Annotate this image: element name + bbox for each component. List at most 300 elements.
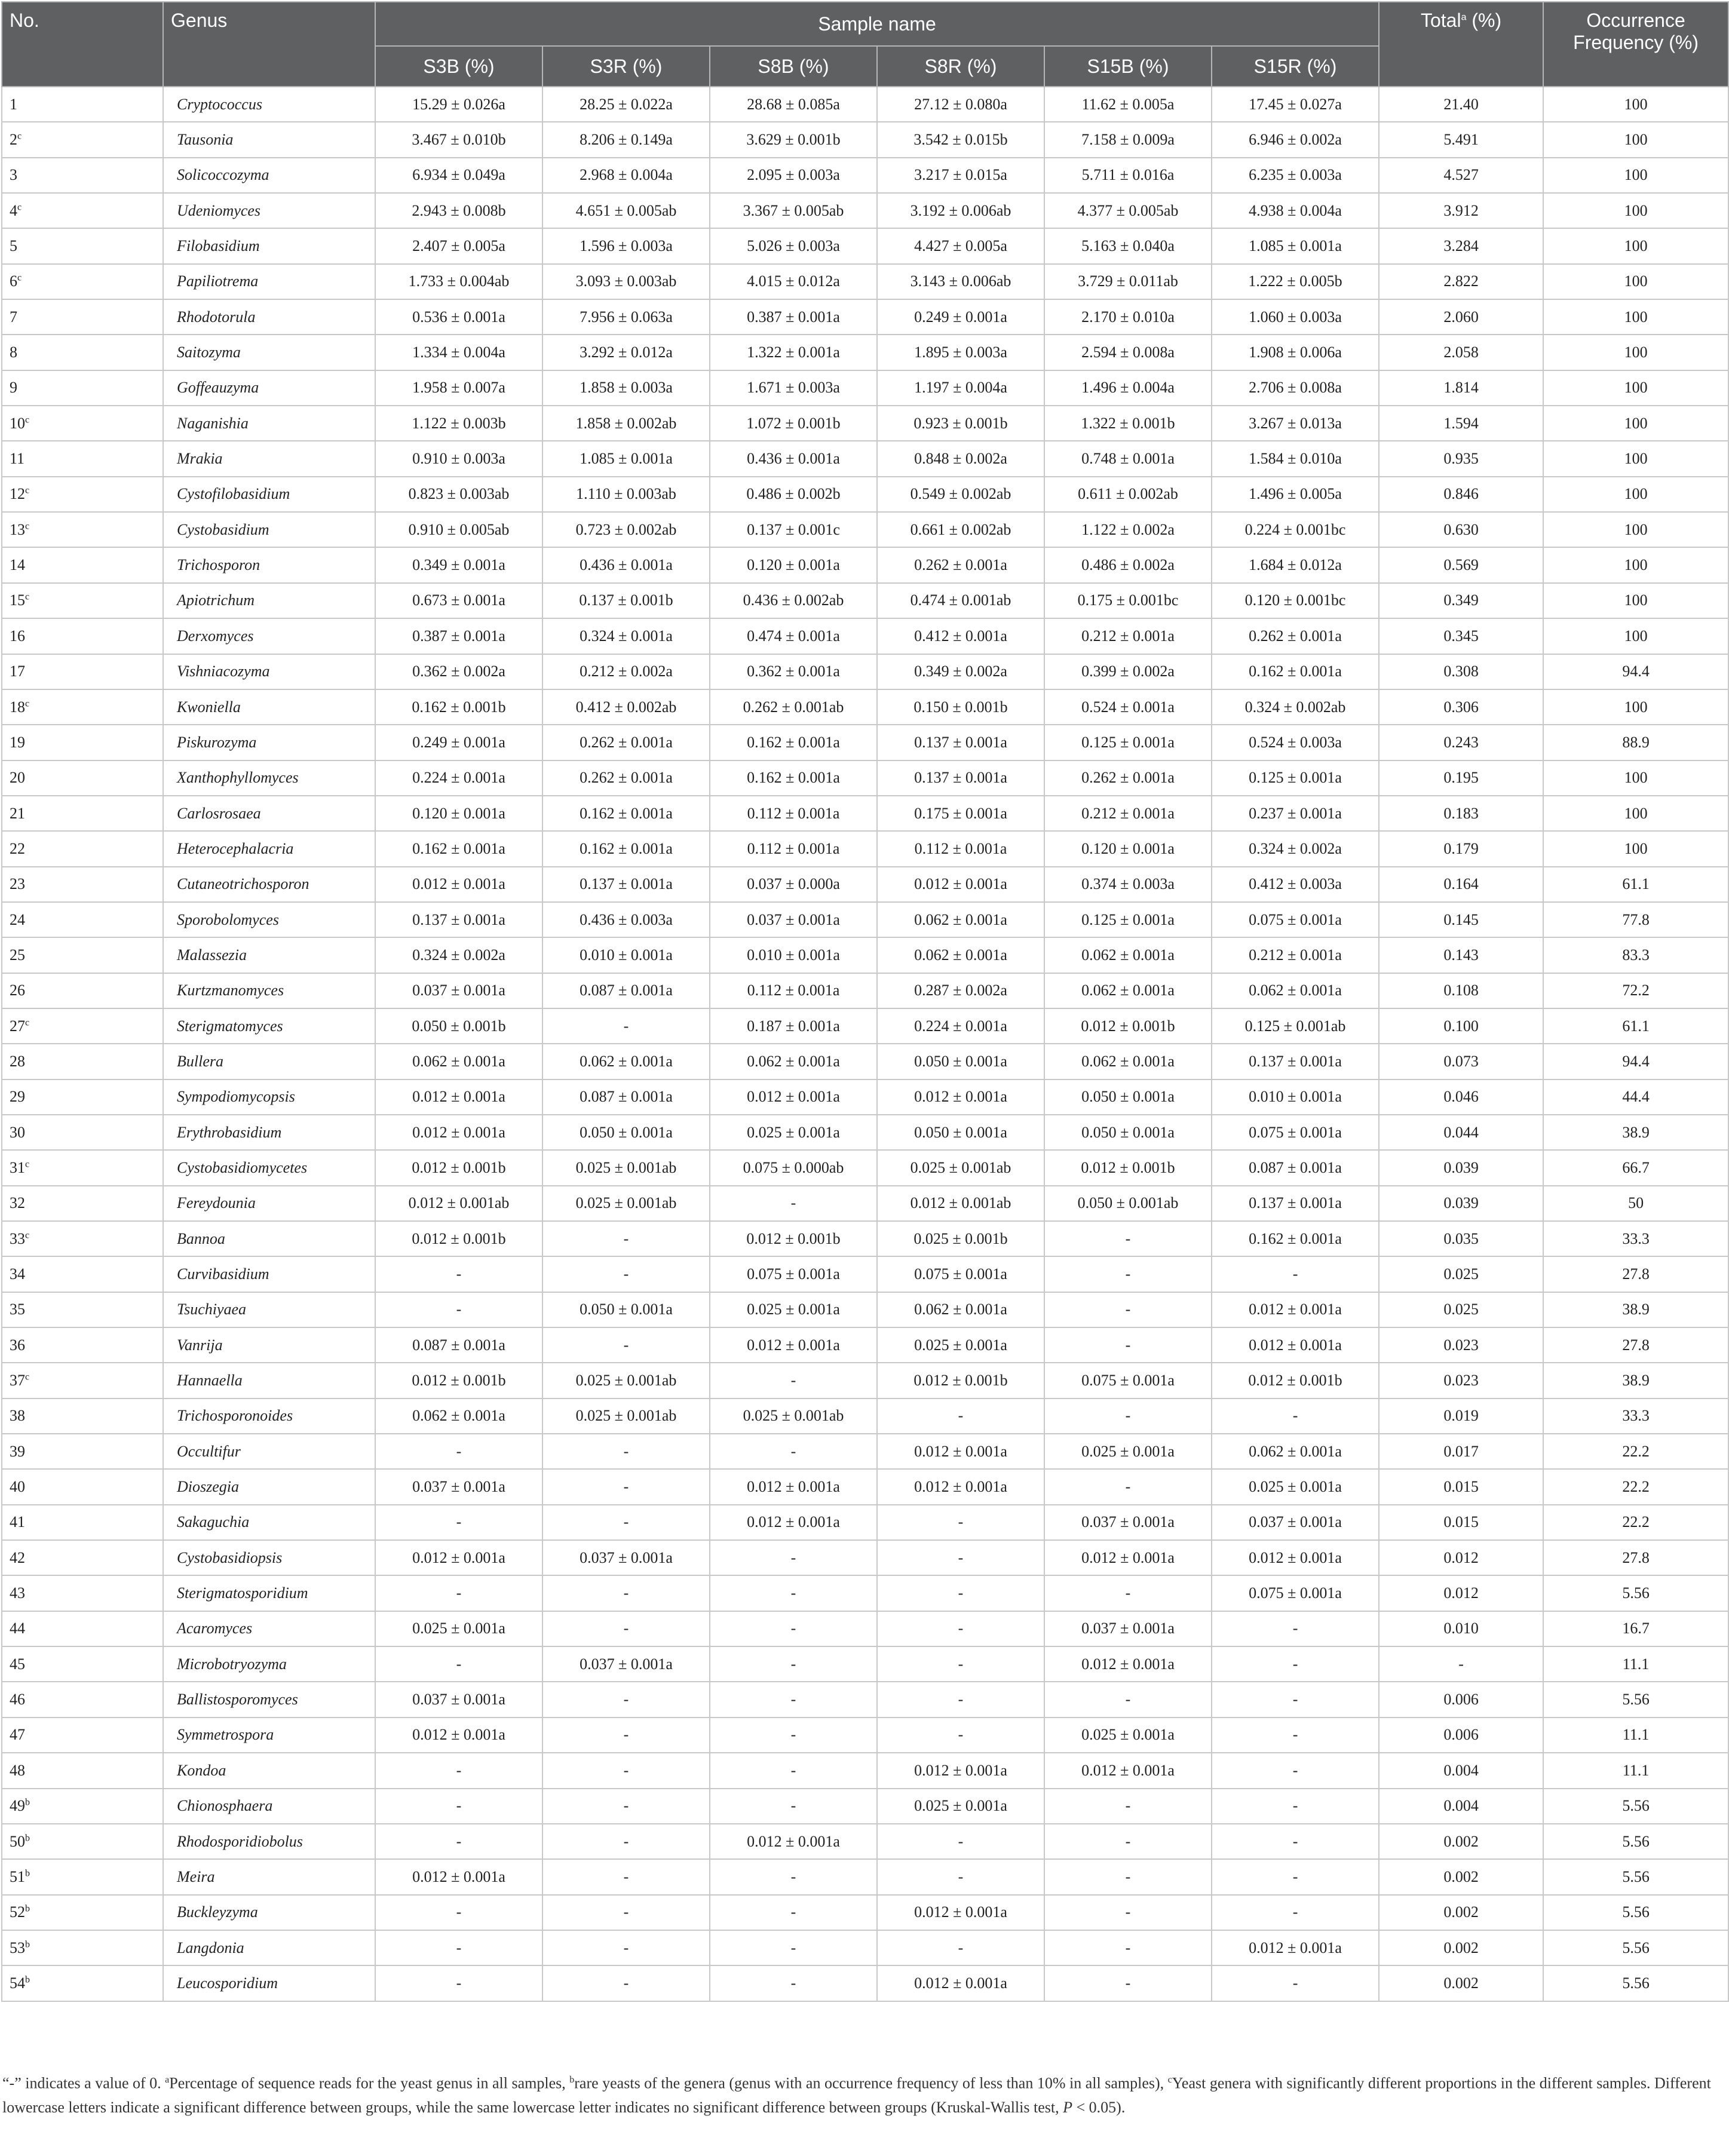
cell-sample-value: 0.262 ± 0.001a [1212, 618, 1379, 654]
cell-total: 2.060 [1379, 299, 1543, 335]
row-number: 40 [10, 1478, 25, 1496]
row-number: 15 [10, 591, 25, 609]
cell-sample-value: 3.292 ± 0.012a [542, 335, 710, 370]
cell-occurrence-frequency: 100 [1543, 689, 1728, 725]
cell-total: 0.023 [1379, 1327, 1543, 1363]
cell-sample-value: 7.158 ± 0.009a [1044, 122, 1212, 157]
cell-sample-value: - [1044, 1859, 1212, 1894]
cell-sample-value: 0.037 ± 0.001a [375, 1682, 542, 1717]
cell-sample-value: 0.137 ± 0.001c [710, 512, 877, 547]
cell-no [2, 1292, 163, 1327]
cell-sample-value: 0.012 ± 0.001a [1044, 1646, 1212, 1682]
cell-sample-value: - [542, 1469, 710, 1504]
cell-genus: Erythrobasidium [163, 1115, 375, 1150]
cell-occurrence-frequency: 5.56 [1543, 1895, 1728, 1930]
header-total-unit: (%) [1466, 10, 1502, 31]
cell-total: 0.846 [1379, 477, 1543, 512]
cell-total: 4.527 [1379, 158, 1543, 193]
table-row [2, 299, 1728, 335]
header-genus: Genus [163, 2, 375, 87]
cell-sample-value: 0.120 ± 0.001a [1044, 831, 1212, 866]
cell-sample-value: 0.262 ± 0.001a [1044, 760, 1212, 796]
cell-occurrence-frequency: 100 [1543, 406, 1728, 441]
cell-sample-value: 28.25 ± 0.022a [542, 87, 710, 122]
cell-sample-value: 0.112 ± 0.001a [710, 973, 877, 1008]
cell-sample-value: 1.908 ± 0.006a [1212, 335, 1379, 370]
cell-sample-value: 0.087 ± 0.001a [375, 1327, 542, 1363]
cell-total: 0.012 [1379, 1540, 1543, 1575]
cell-occurrence-frequency: 100 [1543, 87, 1728, 122]
cell-sample-value: 0.524 ± 0.001a [1044, 689, 1212, 725]
cell-total: 0.010 [1379, 1611, 1543, 1646]
cell-sample-value: 0.212 ± 0.002a [542, 654, 710, 689]
table-row [2, 1186, 1728, 1221]
cell-sample-value: 0.012 ± 0.001b [1044, 1008, 1212, 1044]
cell-sample-value: - [1212, 1611, 1379, 1646]
row-number: 29 [10, 1088, 25, 1106]
cell-sample-value: 0.012 ± 0.001a [710, 1079, 877, 1115]
cell-sample-value: - [542, 1682, 710, 1717]
cell-sample-value: - [542, 1434, 710, 1469]
cell-total: - [1379, 1646, 1543, 1682]
cell-sample-value: - [375, 1965, 542, 2001]
cell-occurrence-frequency: 5.56 [1543, 1930, 1728, 1965]
cell-sample-value: 0.025 ± 0.001a [1044, 1718, 1212, 1753]
cell-sample-value: 0.025 ± 0.001ab [877, 1150, 1044, 1185]
table-row [2, 1824, 1728, 1859]
footnote-sup: b [569, 2075, 575, 2085]
cell-no [2, 441, 163, 476]
cell-sample-value: 0.037 ± 0.001a [542, 1646, 710, 1682]
cell-sample-value: 0.012 ± 0.001b [375, 1221, 542, 1256]
cell-no [2, 1682, 163, 1717]
cell-sample-value: - [1212, 1753, 1379, 1788]
cell-total: 0.164 [1379, 867, 1543, 902]
cell-sample-value: 6.934 ± 0.049a [375, 158, 542, 193]
cell-sample-value: - [710, 1611, 877, 1646]
cell-total: 3.284 [1379, 228, 1543, 263]
cell-sample-value: 0.412 ± 0.002ab [542, 689, 710, 725]
row-number: 3 [10, 166, 17, 184]
cell-sample-value: - [375, 1505, 542, 1540]
cell-sample-value: - [1044, 1469, 1212, 1504]
cell-sample-value: - [542, 1327, 710, 1363]
row-number: 30 [10, 1123, 25, 1141]
cell-sample-value: 0.848 ± 0.002a [877, 441, 1044, 476]
cell-no [2, 1540, 163, 1575]
cell-no [2, 264, 163, 299]
row-number-sup: c [25, 1017, 30, 1028]
cell-occurrence-frequency: 100 [1543, 831, 1728, 866]
cell-sample-value: 0.025 ± 0.001a [877, 1327, 1044, 1363]
cell-sample-value: - [710, 1859, 877, 1894]
cell-sample-value: 0.087 ± 0.001a [542, 973, 710, 1008]
cell-sample-value: - [877, 1859, 1044, 1894]
table-row [2, 370, 1728, 406]
cell-sample-value: 0.025 ± 0.001ab [542, 1150, 710, 1185]
cell-no [2, 1895, 163, 1930]
cell-sample-value: 0.012 ± 0.001a [877, 1079, 1044, 1115]
cell-sample-value: - [542, 1221, 710, 1256]
cell-sample-value: 0.025 ± 0.001a [710, 1115, 877, 1150]
cell-no [2, 760, 163, 796]
cell-sample-value: 0.399 ± 0.002a [1044, 654, 1212, 689]
cell-sample-value: 0.387 ± 0.001a [375, 618, 542, 654]
cell-sample-value: - [375, 1753, 542, 1788]
row-number: 4 [10, 201, 17, 219]
cell-sample-value: 0.362 ± 0.001a [710, 654, 877, 689]
cell-sample-value: 0.673 ± 0.001a [375, 583, 542, 618]
cell-sample-value: 0.162 ± 0.001a [375, 831, 542, 866]
table-row [2, 512, 1728, 547]
cell-genus: Derxomyces [163, 618, 375, 654]
cell-no [2, 87, 163, 122]
cell-occurrence-frequency: 77.8 [1543, 902, 1728, 937]
row-number: 47 [10, 1726, 25, 1744]
cell-sample-value: 2.968 ± 0.004a [542, 158, 710, 193]
cell-sample-value: 0.436 ± 0.001a [710, 441, 877, 476]
table-row [2, 1859, 1728, 1894]
cell-sample-value: 0.075 ± 0.001a [1212, 1575, 1379, 1611]
cell-total: 0.145 [1379, 902, 1543, 937]
table-row [2, 1327, 1728, 1363]
cell-sample-value: 0.137 ± 0.001a [877, 725, 1044, 760]
cell-sample-value: 3.143 ± 0.006ab [877, 264, 1044, 299]
cell-sample-value: 0.287 ± 0.002a [877, 973, 1044, 1008]
cell-sample-value: - [1212, 1682, 1379, 1717]
table-row [2, 264, 1728, 299]
cell-total: 0.630 [1379, 512, 1543, 547]
cell-sample-value: 1.958 ± 0.007a [375, 370, 542, 406]
cell-no [2, 689, 163, 725]
cell-sample-value: 0.387 ± 0.001a [710, 299, 877, 335]
row-number-sup: c [17, 202, 22, 213]
cell-sample-value: 0.012 ± 0.001a [375, 867, 542, 902]
footnote-sup: c [1167, 2075, 1172, 2085]
cell-sample-value: 0.112 ± 0.001a [710, 796, 877, 831]
yeast-genera-table [1, 1, 1729, 2002]
table-row [2, 1505, 1728, 1540]
cell-sample-value: 3.729 ± 0.011ab [1044, 264, 1212, 299]
cell-sample-value: - [877, 1718, 1044, 1753]
cell-genus: Udeniomyces [163, 193, 375, 228]
cell-sample-value: 0.112 ± 0.001a [877, 831, 1044, 866]
cell-sample-value: 3.093 ± 0.003ab [542, 264, 710, 299]
cell-sample-value: - [375, 1895, 542, 1930]
table-row [2, 1008, 1728, 1044]
cell-genus: Fereydounia [163, 1186, 375, 1221]
cell-sample-value: 0.012 ± 0.001a [877, 1753, 1044, 1788]
cell-sample-value: 27.12 ± 0.080a [877, 87, 1044, 122]
cell-genus: Sakaguchia [163, 1505, 375, 1540]
cell-total: 0.308 [1379, 654, 1543, 689]
cell-genus: Bannoa [163, 1221, 375, 1256]
cell-sample-value: 0.062 ± 0.001a [375, 1044, 542, 1079]
cell-sample-value: - [542, 1824, 710, 1859]
cell-sample-value: 5.711 ± 0.016a [1044, 158, 1212, 193]
cell-no [2, 228, 163, 263]
cell-occurrence-frequency: 61.1 [1543, 1008, 1728, 1044]
row-number: 2 [10, 131, 17, 149]
header-no: No. [2, 2, 163, 87]
cell-sample-value: 0.075 ± 0.001a [877, 1256, 1044, 1292]
cell-sample-value: 0.012 ± 0.001a [1212, 1930, 1379, 1965]
cell-occurrence-frequency: 44.4 [1543, 1079, 1728, 1115]
cell-sample-value: - [710, 1575, 877, 1611]
cell-sample-value: - [710, 1789, 877, 1824]
cell-sample-value: 0.025 ± 0.001a [1044, 1434, 1212, 1469]
cell-sample-value: 0.162 ± 0.001a [542, 831, 710, 866]
row-number: 34 [10, 1265, 25, 1283]
cell-sample-value: 1.496 ± 0.005a [1212, 477, 1379, 512]
row-number: 51 [10, 1867, 25, 1885]
row-number-sup: b [25, 1868, 30, 1879]
cell-sample-value: - [710, 1930, 877, 1965]
cell-sample-value: 1.222 ± 0.005b [1212, 264, 1379, 299]
cell-sample-value: 0.012 ± 0.001a [375, 1718, 542, 1753]
table-row [2, 193, 1728, 228]
cell-total: 0.002 [1379, 1965, 1543, 2001]
cell-sample-value: 1.671 ± 0.003a [710, 370, 877, 406]
cell-occurrence-frequency: 66.7 [1543, 1150, 1728, 1185]
cell-sample-value: 11.62 ± 0.005a [1044, 87, 1212, 122]
cell-sample-value: - [1212, 1824, 1379, 1859]
cell-sample-value: 0.224 ± 0.001bc [1212, 512, 1379, 547]
cell-occurrence-frequency: 100 [1543, 618, 1728, 654]
table-row [2, 1399, 1728, 1434]
cell-sample-value: - [542, 1753, 710, 1788]
cell-sample-value: 0.137 ± 0.001a [542, 867, 710, 902]
row-number: 13 [10, 520, 25, 538]
table-row [2, 441, 1728, 476]
cell-sample-value: - [375, 1434, 542, 1469]
cell-total: 0.025 [1379, 1292, 1543, 1327]
cell-sample-value: - [710, 1965, 877, 2001]
cell-sample-value: - [877, 1505, 1044, 1540]
table-row [2, 831, 1728, 866]
cell-genus: Leucosporidium [163, 1965, 375, 2001]
cell-sample-value: - [375, 1646, 542, 1682]
cell-occurrence-frequency: 100 [1543, 547, 1728, 582]
cell-no [2, 547, 163, 582]
footnote-text: < 0.05). [1072, 2098, 1126, 2116]
cell-genus: Goffeauzyma [163, 370, 375, 406]
cell-sample-value: 0.050 ± 0.001ab [1044, 1186, 1212, 1221]
cell-occurrence-frequency: 27.8 [1543, 1256, 1728, 1292]
cell-total: 0.004 [1379, 1789, 1543, 1824]
row-number: 12 [10, 485, 25, 503]
cell-sample-value: 1.060 ± 0.003a [1212, 299, 1379, 335]
cell-sample-value: 0.012 ± 0.001a [877, 1469, 1044, 1504]
cell-sample-value: 0.162 ± 0.001a [542, 796, 710, 831]
cell-sample-value: 0.162 ± 0.001a [710, 725, 877, 760]
cell-genus: Carlosrosaea [163, 796, 375, 831]
row-number: 46 [10, 1691, 25, 1709]
cell-sample-value: - [1212, 1646, 1379, 1682]
table-row [2, 1434, 1728, 1469]
cell-sample-value: 0.137 ± 0.001a [1212, 1186, 1379, 1221]
cell-total: 0.039 [1379, 1186, 1543, 1221]
row-number: 33 [10, 1229, 25, 1247]
cell-genus: Trichosporonoides [163, 1399, 375, 1434]
row-number: 6 [10, 272, 17, 290]
cell-occurrence-frequency: 83.3 [1543, 937, 1728, 973]
cell-sample-value: 0.012 ± 0.001a [1212, 1327, 1379, 1363]
cell-sample-value: 0.212 ± 0.001a [1044, 618, 1212, 654]
cell-sample-value: - [710, 1434, 877, 1469]
cell-total: 5.491 [1379, 122, 1543, 157]
cell-sample-value: 0.748 ± 0.001a [1044, 441, 1212, 476]
cell-occurrence-frequency: 100 [1543, 512, 1728, 547]
cell-total: 0.243 [1379, 725, 1543, 760]
cell-total: 0.019 [1379, 1399, 1543, 1434]
row-number-sup: c [25, 1159, 30, 1170]
header-occurrence-frequency: Occurrence Frequency (%) [1543, 2, 1728, 87]
cell-total: 0.108 [1379, 973, 1543, 1008]
cell-sample-value: 3.467 ± 0.010b [375, 122, 542, 157]
header-sample: S15B (%) [1044, 46, 1212, 87]
cell-genus: Curvibasidium [163, 1256, 375, 1292]
cell-total: 0.015 [1379, 1469, 1543, 1504]
cell-no [2, 796, 163, 831]
cell-sample-value: - [1212, 1895, 1379, 1930]
table-row [2, 973, 1728, 1008]
cell-total: 0.035 [1379, 1221, 1543, 1256]
cell-sample-value: 0.324 ± 0.002a [375, 937, 542, 973]
row-number: 49 [10, 1797, 25, 1815]
cell-sample-value: 0.362 ± 0.002a [375, 654, 542, 689]
cell-total: 0.006 [1379, 1682, 1543, 1717]
cell-sample-value: - [375, 1256, 542, 1292]
cell-sample-value: 0.062 ± 0.001a [1044, 937, 1212, 973]
footnote-sup: a [165, 2075, 170, 2085]
cell-genus: Meira [163, 1859, 375, 1894]
cell-no [2, 831, 163, 866]
row-number: 22 [10, 839, 25, 857]
cell-sample-value: - [1044, 1682, 1212, 1717]
cell-sample-value: 2.706 ± 0.008a [1212, 370, 1379, 406]
header-sample: S15R (%) [1212, 46, 1379, 87]
cell-genus: Buckleyzyma [163, 1895, 375, 1930]
cell-sample-value: 0.012 ± 0.001a [375, 1859, 542, 1894]
cell-sample-value: 0.062 ± 0.001a [1044, 1044, 1212, 1079]
cell-sample-value: 0.075 ± 0.001a [1212, 902, 1379, 937]
cell-sample-value: - [1044, 1399, 1212, 1434]
cell-sample-value: 4.938 ± 0.004a [1212, 193, 1379, 228]
cell-genus: Bullera [163, 1044, 375, 1079]
row-number: 9 [10, 379, 17, 397]
cell-sample-value: 0.125 ± 0.001ab [1212, 1008, 1379, 1044]
cell-sample-value: - [1212, 1789, 1379, 1824]
table-row [2, 1363, 1728, 1398]
cell-occurrence-frequency: 27.8 [1543, 1540, 1728, 1575]
cell-no [2, 867, 163, 902]
cell-sample-value: 0.062 ± 0.001a [877, 902, 1044, 937]
table-row [2, 1079, 1728, 1115]
cell-sample-value: 0.137 ± 0.001b [542, 583, 710, 618]
cell-sample-value: 0.012 ± 0.001a [1044, 1540, 1212, 1575]
cell-genus: Mrakia [163, 441, 375, 476]
cell-sample-value: 0.025 ± 0.001ab [542, 1363, 710, 1398]
cell-genus: Papiliotrema [163, 264, 375, 299]
cell-sample-value: 0.012 ± 0.001a [710, 1469, 877, 1504]
cell-sample-value: 0.025 ± 0.001ab [542, 1186, 710, 1221]
cell-genus: Filobasidium [163, 228, 375, 263]
table-row [2, 335, 1728, 370]
cell-genus: Cystofilobasidium [163, 477, 375, 512]
row-number: 25 [10, 946, 25, 964]
cell-no [2, 618, 163, 654]
table-row [2, 1718, 1728, 1753]
cell-sample-value: 1.684 ± 0.012a [1212, 547, 1379, 582]
cell-genus: Apiotrichum [163, 583, 375, 618]
cell-genus: Rhodosporidiobolus [163, 1824, 375, 1859]
cell-sample-value: 1.496 ± 0.004a [1044, 370, 1212, 406]
cell-sample-value: 0.486 ± 0.002b [710, 477, 877, 512]
cell-sample-value: 0.062 ± 0.001a [710, 1044, 877, 1079]
header-total-label: Total [1420, 10, 1461, 31]
cell-occurrence-frequency: 38.9 [1543, 1292, 1728, 1327]
cell-sample-value: 3.367 ± 0.005ab [710, 193, 877, 228]
row-number: 11 [10, 450, 25, 468]
cell-sample-value: - [877, 1824, 1044, 1859]
cell-sample-value: 2.943 ± 0.008b [375, 193, 542, 228]
cell-occurrence-frequency: 94.4 [1543, 654, 1728, 689]
table-body [2, 87, 1728, 2001]
cell-occurrence-frequency: 100 [1543, 796, 1728, 831]
cell-sample-value: 4.377 ± 0.005ab [1044, 193, 1212, 228]
cell-no [2, 477, 163, 512]
row-number: 53 [10, 1939, 25, 1956]
cell-genus: Saitozyma [163, 335, 375, 370]
cell-sample-value: 0.162 ± 0.001a [710, 760, 877, 796]
header-sample: S8B (%) [710, 46, 877, 87]
cell-sample-value: 0.175 ± 0.001a [877, 796, 1044, 831]
cell-no [2, 1363, 163, 1398]
cell-total: 0.004 [1379, 1753, 1543, 1788]
cell-occurrence-frequency: 100 [1543, 193, 1728, 228]
cell-sample-value: 0.237 ± 0.001a [1212, 796, 1379, 831]
table-row [2, 867, 1728, 902]
table-row [2, 406, 1728, 441]
cell-total: 0.012 [1379, 1575, 1543, 1611]
cell-sample-value: 0.012 ± 0.001a [877, 867, 1044, 902]
cell-sample-value: 0.012 ± 0.001ab [877, 1186, 1044, 1221]
table-row [2, 1789, 1728, 1824]
cell-sample-value: 0.536 ± 0.001a [375, 299, 542, 335]
footnote-text: “-” indicates a value of 0. [2, 2074, 165, 2092]
cell-sample-value: 3.217 ± 0.015a [877, 158, 1044, 193]
cell-genus: Sterigmatosporidium [163, 1575, 375, 1611]
cell-no [2, 1824, 163, 1859]
cell-sample-value: 1.596 ± 0.003a [542, 228, 710, 263]
cell-occurrence-frequency: 88.9 [1543, 725, 1728, 760]
cell-sample-value: 0.037 ± 0.001a [375, 973, 542, 1008]
cell-sample-value: - [710, 1682, 877, 1717]
cell-no [2, 1221, 163, 1256]
row-number-sup: c [17, 272, 22, 283]
cell-sample-value: 0.075 ± 0.001a [710, 1256, 877, 1292]
cell-sample-value: 0.474 ± 0.001a [710, 618, 877, 654]
cell-occurrence-frequency: 5.56 [1543, 1575, 1728, 1611]
cell-sample-value: 0.012 ± 0.001b [1212, 1363, 1379, 1398]
cell-sample-value: 0.025 ± 0.001a [375, 1611, 542, 1646]
row-number: 7 [10, 308, 17, 326]
cell-sample-value: - [710, 1363, 877, 1398]
table-row [2, 902, 1728, 937]
cell-no [2, 335, 163, 370]
cell-total: 0.015 [1379, 1505, 1543, 1540]
